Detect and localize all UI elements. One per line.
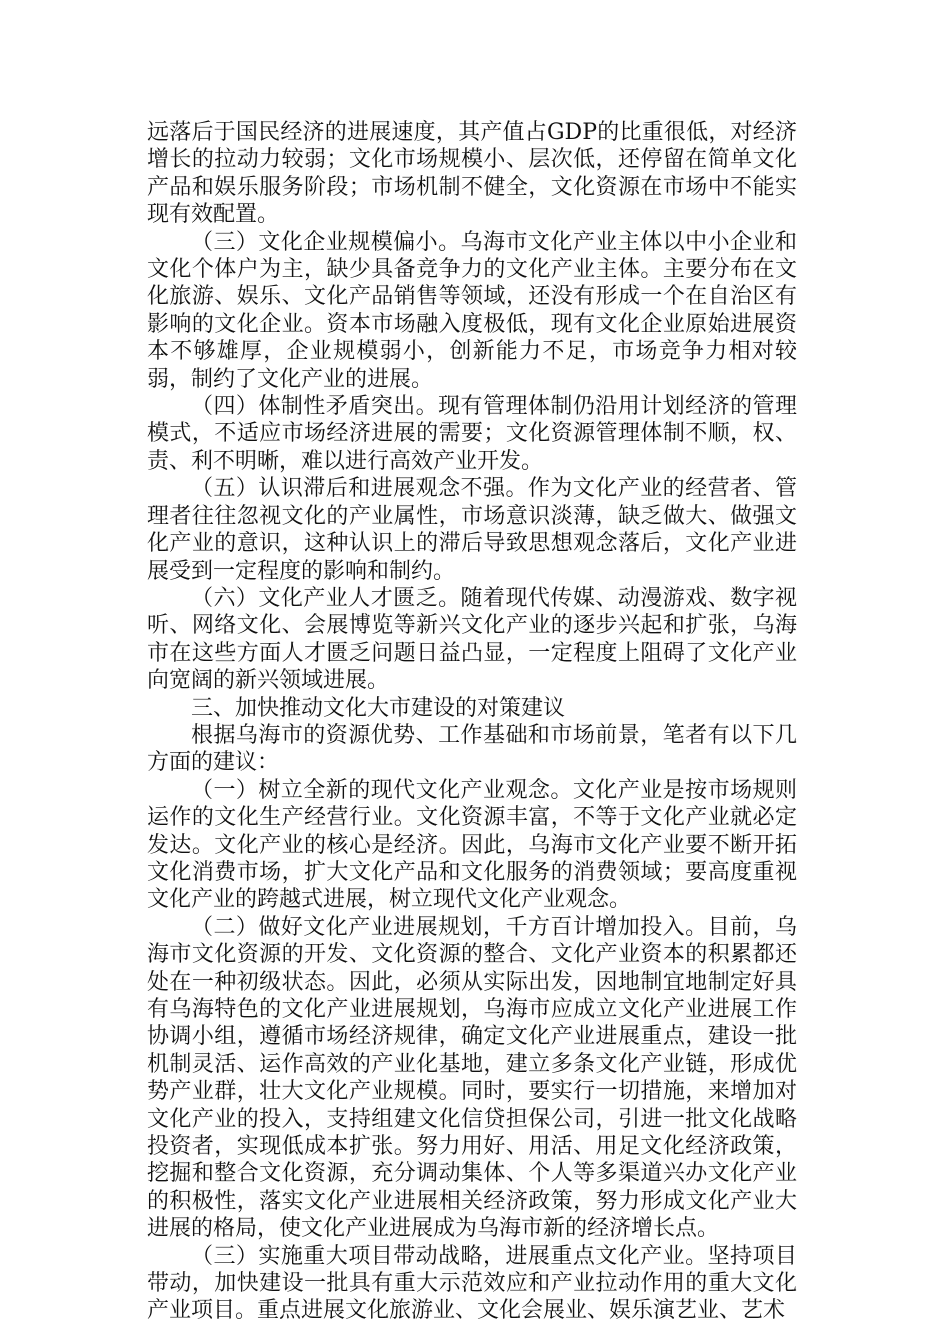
section-heading: 三、加快推动文化大市建设的对策建议 — [191, 695, 566, 721]
paragraph-section-3: （三）文化企业规模偏小。乌海市文化产业主体以中小企业和文化个体户为主，缺少具备竞争力的文化产业主体。主要分布在文化旅游、娱乐、文化产品销售等领域，还没有形成一个在自治区有影响的文化企业。资本市场融入度极低，现有文化企业原始进展资本不够雄厚，企业规模弱小，创新能力不足，市场竞争力相对较弱，制约了文化产业的进展。 — [147, 229, 797, 392]
paragraph-suggestion-3: （三）实施重大项目带动战略，进展重点文化产业。坚持项目带动，加快建设一批具有重大示范效应和产业拉动作用的重大文化产业项目。重点进展文化旅游业、文化会展业、娱乐演艺业、艺术 — [147, 1243, 797, 1324]
paragraph-suggestion-1: （一）树立全新的现代文化产业观念。文化产业是按市场规则运作的文化生产经营行业。文化资源丰富，不等于文化产业就必定发达。文化产业的核心是经济。因此，乌海市文化产业要不断开拓文化消费市场，扩大文化产品和文化服务的消费领域；要高度重视文化产业的跨越式进展，树立现代文化产业观念。 — [147, 777, 797, 913]
paragraph-section-4: （四）体制性矛盾突出。现有管理体制仍沿用计划经济的管理模式，不适应市场经济进展的需要；文化资源管理体制不顺，权、责、利不明晰，难以进行高效产业开发。 — [147, 394, 797, 474]
paragraph-suggestion-2: （二）做好文化产业进展规划，千方百计增加投入。目前，乌海市文化资源的开发、文化资源的整合、文化产业资本的积累都还处在一种初级状态。因此，必须从实际出发，因地制宜地制定好具有乌海特色的文化产业进展规划，乌海市应成立文化产业进展工作协调小组，遵循市场经济规律，确定文化产业进展重点，建设一批机制灵活、运作高效的产业化基地，建立多条文化产业链，形成优势产业群，壮大文化产业规模。同时，要实行一切措施，来增加对文化产业的投入，支持组建文化信贷担保公司，引进一批文化战略投资者，实现低成本扩张。努力用好、用活、用足文化经济政策，挖掘和整合文化资源，充分调动集体、个人等多渠道兴办文化产业的积极性，落实文化产业进展相关经济政策，努力形成文化产业大进展的格局，使文化产业进展成为乌海市新的经济增长点。 — [147, 914, 797, 1242]
paragraph-section-6: （六）文化产业人才匮乏。随着现代传媒、动漫游戏、数字视听、网络文化、会展博览等新兴文化产业的逐步兴起和扩张，乌海市在这些方面人才匮乏问题日益凸显，一定程度上阻碍了文化产业向宽阔的新兴领域进展。 — [147, 585, 797, 694]
paragraph-continuation: 远落后于国民经济的进展速度，其产值占GDP的比重很低，对经济增长的拉动力较弱；文化市场规模小、层次低，还停留在简单文化产品和娱乐服务阶段；市场机制不健全，文化资源在市场中不能实现有效配置。 — [147, 120, 797, 228]
paragraph-section-5: （五）认识滞后和进展观念不强。作为文化产业的经营者、管理者往往忽视文化的产业属性，市场意识淡薄，缺乏做大、做强文化产业的意识，这种认识上的滞后导致思想观念落后，文化产业进展受到一定程度的影响和制约。 — [147, 476, 797, 584]
paragraph-intro: 根据乌海市的资源优势、工作基础和市场前景，笔者有以下几方面的建议： — [147, 722, 797, 776]
document-page — [147, 119, 797, 1325]
